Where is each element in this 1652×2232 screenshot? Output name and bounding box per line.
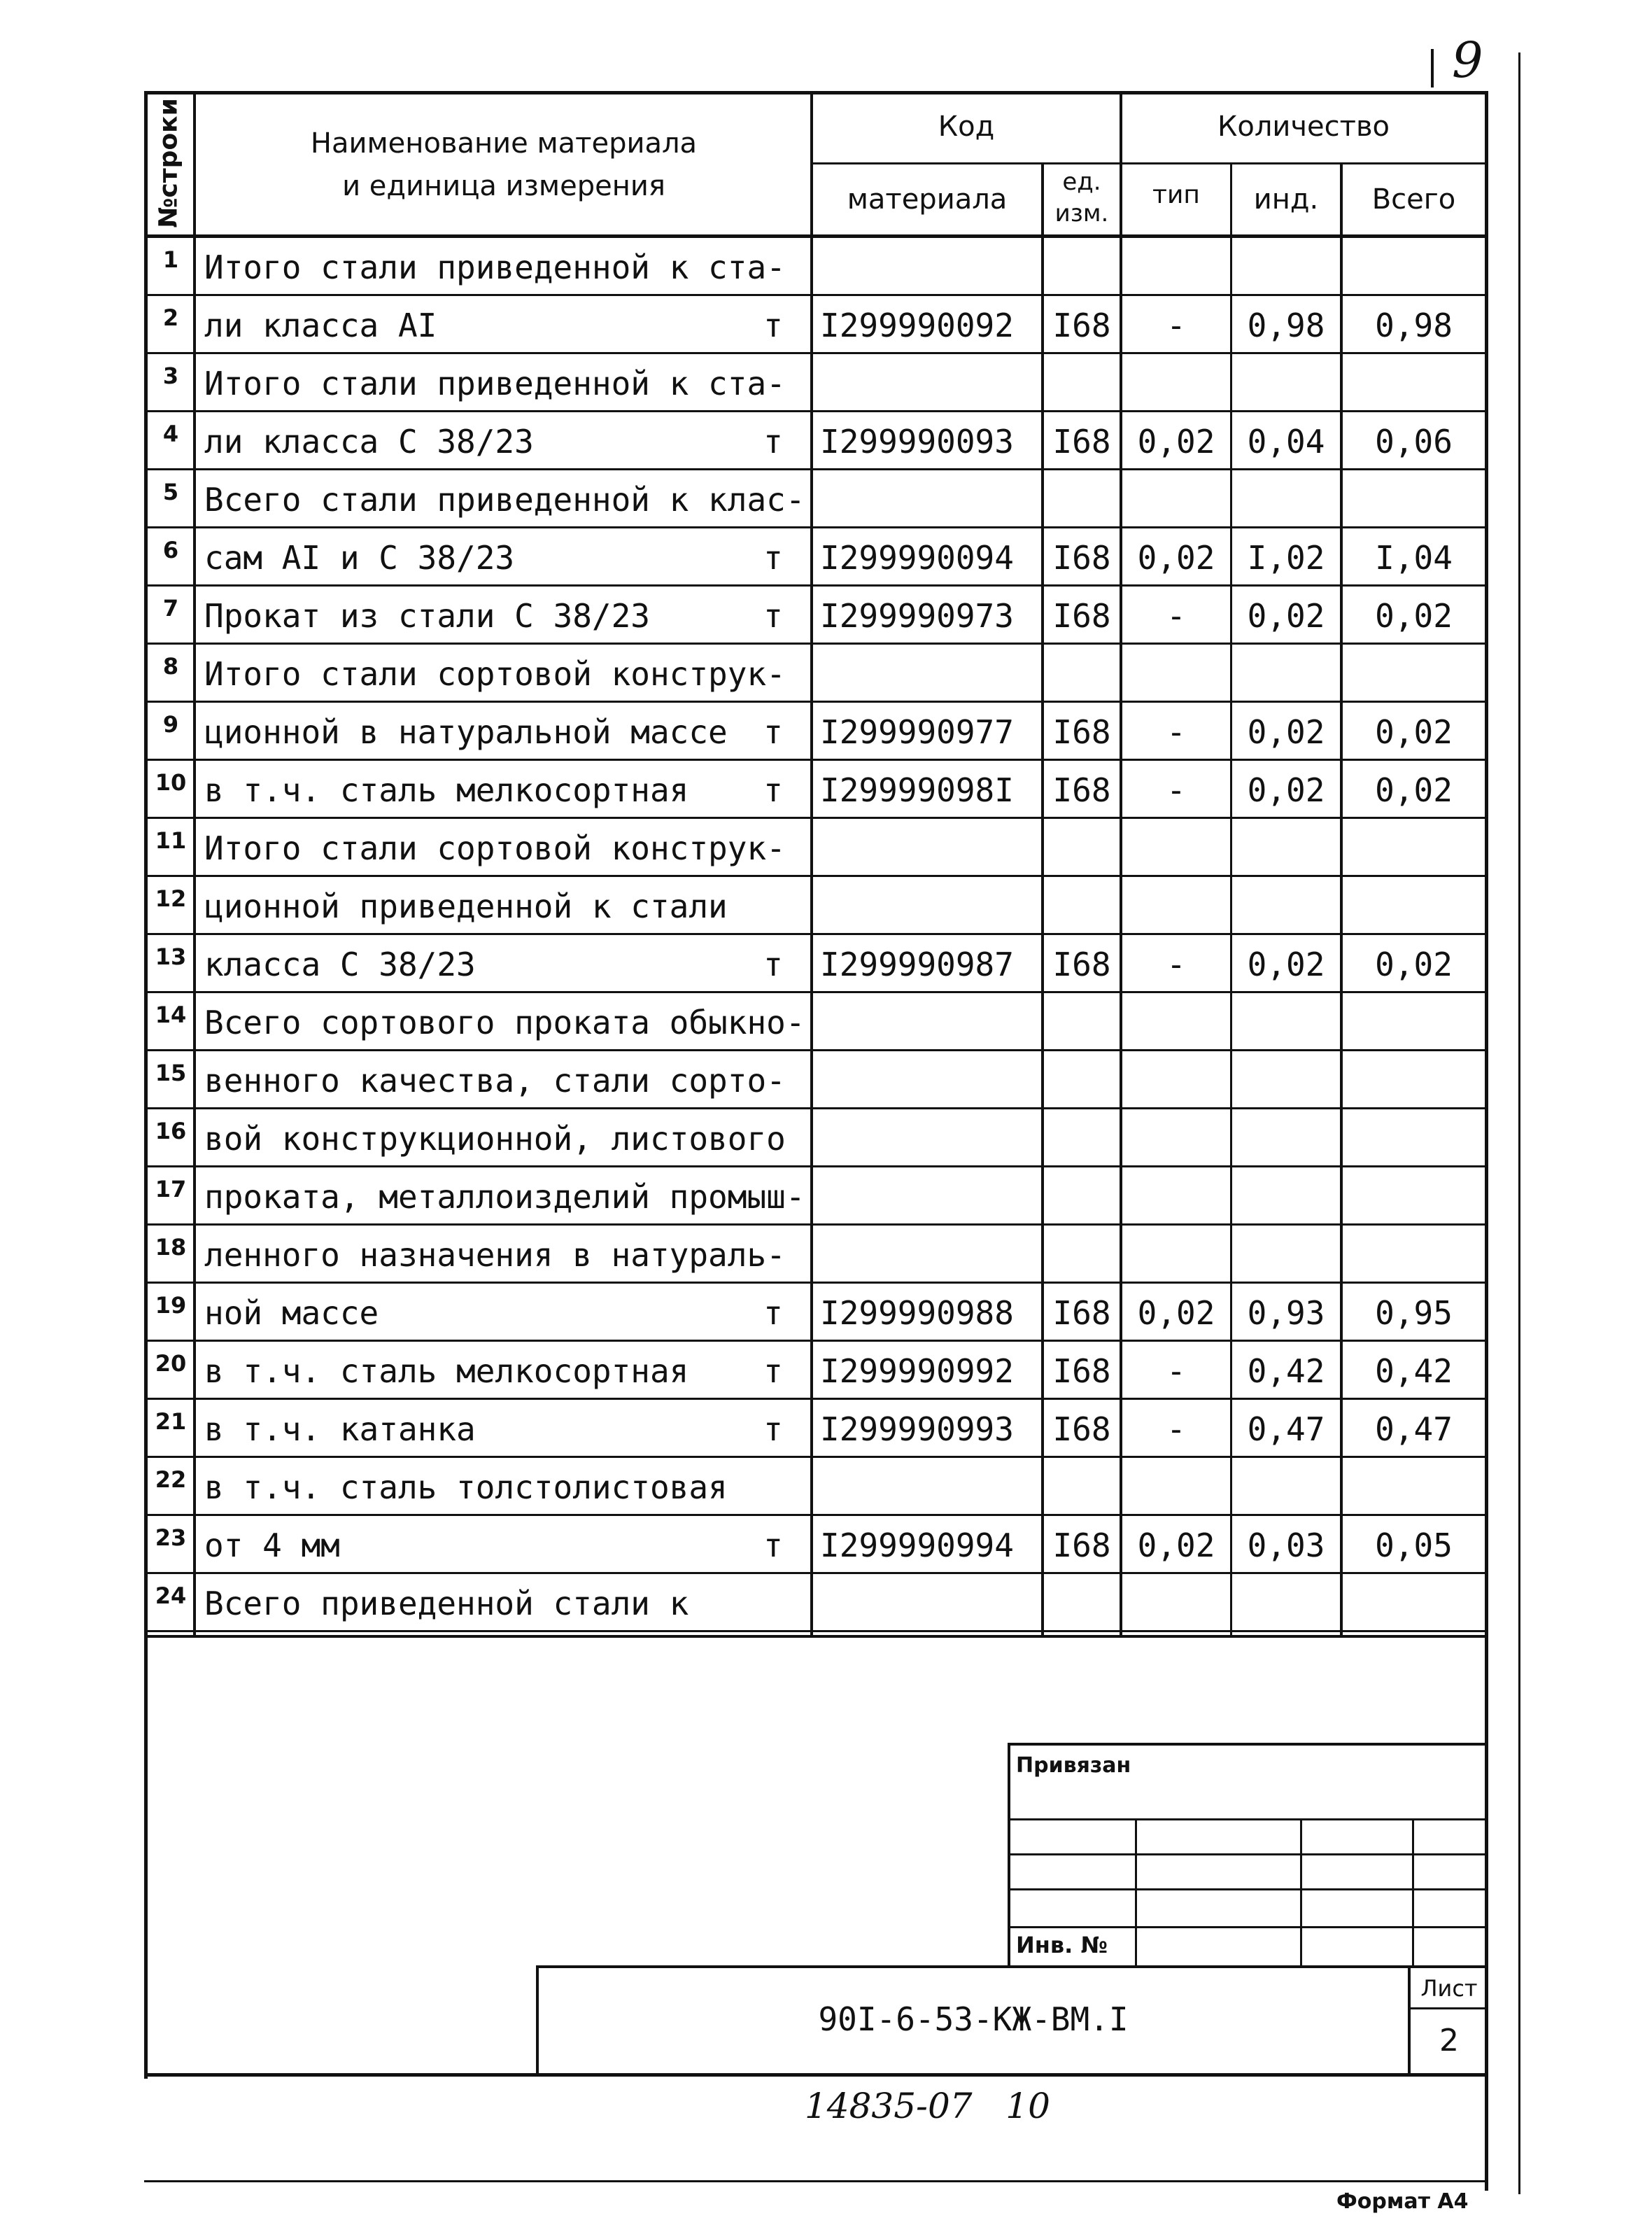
inventory-reference: 14835-07 10 [805, 2086, 1050, 2126]
unit-code: I68 [1052, 1410, 1111, 1448]
qty-ind: 0,02 [1247, 946, 1325, 983]
stamp-top [1008, 1743, 1488, 1746]
format-label: Формат А4 [1336, 2189, 1469, 2214]
row-divider [144, 759, 1488, 761]
row-number: 21 [155, 1408, 187, 1435]
row-number: 3 [162, 363, 179, 389]
material-name: ли класса С 38/23 [204, 423, 534, 461]
row-divider [144, 817, 1488, 819]
sheet-number: 2 [1439, 2023, 1459, 2058]
unit: т [763, 1352, 783, 1390]
material-name: Итого стали приведенной к ста- [204, 365, 786, 402]
material-code: I299990992 [820, 1352, 1014, 1390]
material-name: Всего стали приведенной к клас- [204, 481, 805, 519]
unit: т [763, 713, 783, 751]
row-divider [144, 584, 1488, 587]
row-number: 2 [162, 304, 179, 331]
qty-ind: I,02 [1247, 539, 1325, 577]
row-number: 10 [155, 769, 187, 796]
material-code: I299990993 [820, 1410, 1014, 1448]
unit-code: I68 [1052, 946, 1111, 983]
unit: т [763, 307, 783, 344]
stamp-h3 [1008, 1888, 1488, 1890]
row-number: 17 [155, 1176, 187, 1202]
material-name: в т.ч. сталь мелкосортная [204, 771, 689, 809]
row-number: 15 [155, 1060, 187, 1086]
row-number: 19 [155, 1292, 187, 1319]
material-name: ли класса AI [204, 307, 437, 344]
row-divider [144, 1630, 1488, 1632]
unit: т [763, 1526, 783, 1564]
row-number: 23 [155, 1524, 187, 1551]
unit-code: I68 [1052, 1294, 1111, 1332]
stamp-h4 [1008, 1926, 1488, 1928]
row-divider [144, 933, 1488, 935]
quantity-header: Количество [1217, 111, 1390, 143]
qty-total: 0,47 [1375, 1410, 1453, 1448]
qty-type: - [1166, 1352, 1186, 1390]
qty-total: I,04 [1375, 539, 1453, 577]
col-line-name [810, 91, 813, 1638]
inv-no-label: Инв. № [1016, 1932, 1108, 1958]
qty-total: 0,05 [1375, 1526, 1453, 1564]
code-unit-header-2: изм. [1054, 199, 1109, 227]
code-material-header: материала [847, 183, 1008, 216]
qty-type-header: тип [1152, 181, 1200, 209]
stamp-v1 [1135, 1818, 1137, 1967]
title-bottom [144, 2073, 1488, 2077]
unit: т [763, 771, 783, 809]
row-number: 24 [155, 1582, 187, 1609]
material-name: Всего сортового проката обыкно- [204, 1004, 805, 1041]
unit-code: I68 [1052, 1526, 1111, 1564]
qty-ind-header: инд. [1253, 183, 1319, 216]
row-number: 8 [162, 653, 179, 680]
header-bottom-line [144, 234, 1488, 238]
stamp-h2 [1008, 1853, 1488, 1855]
row-divider [144, 352, 1488, 354]
doc-code: 90I-6-53-КЖ-ВМ.I [818, 2000, 1129, 2038]
unit: т [763, 1294, 783, 1332]
row-number: 9 [162, 711, 179, 738]
privyazan-label: Привязан [1016, 1753, 1131, 1778]
qty-type: - [1166, 307, 1186, 344]
qty-type: - [1166, 597, 1186, 635]
row-number: 5 [162, 479, 179, 505]
material-name: венного качества, стали сорто- [204, 1062, 786, 1100]
material-code: I299990093 [820, 423, 1014, 461]
header-subline [810, 162, 1488, 164]
row-number: 6 [162, 537, 179, 563]
qty-total: 0,98 [1375, 307, 1453, 344]
material-name: проката, металлоизделий промыш- [204, 1178, 805, 1216]
col-line-right [1485, 91, 1488, 1638]
code-unit-header-1: ед. [1062, 168, 1101, 196]
material-code: I299990987 [820, 946, 1014, 983]
material-code: I299990994 [820, 1526, 1014, 1564]
material-name: ционной приведенной к стали [204, 887, 728, 925]
stamp-h1 [1008, 1818, 1488, 1820]
row-divider [144, 1572, 1488, 1574]
title-top [536, 1965, 1488, 1968]
qty-type: 0,02 [1137, 1526, 1215, 1564]
material-name: ной массе [204, 1294, 379, 1332]
name-header-line1: Наименование материала [310, 127, 698, 160]
unit-code: I68 [1052, 1352, 1111, 1390]
row-number: 4 [162, 421, 179, 447]
qty-total-header: Всего [1371, 183, 1456, 216]
material-code: I29999098I [820, 771, 1014, 809]
material-name: Итого стали сортовой конструк- [204, 655, 786, 693]
col-line-rowno [193, 91, 196, 1638]
qty-ind: 0,02 [1247, 597, 1325, 635]
unit: т [763, 539, 783, 577]
row-divider [144, 1223, 1488, 1226]
row-divider [144, 991, 1488, 993]
unit: т [763, 597, 783, 635]
row-number: 16 [155, 1118, 187, 1144]
row-number: 18 [155, 1234, 187, 1261]
row-number: 1 [162, 246, 179, 273]
row-divider [144, 701, 1488, 703]
table-top-border [144, 91, 1488, 94]
qty-total: 0,95 [1375, 1294, 1453, 1332]
material-name: в т.ч. сталь толстолистовая [204, 1468, 728, 1506]
material-name: от 4 мм [204, 1526, 340, 1564]
page-number-tick [1431, 49, 1434, 87]
frame-right-outer [1518, 52, 1520, 2194]
qty-ind: 0,02 [1247, 713, 1325, 751]
qty-ind: 0,04 [1247, 423, 1325, 461]
unit-code: I68 [1052, 597, 1111, 635]
qty-ind: 0,47 [1247, 1410, 1325, 1448]
material-name: ленного назначения в натураль- [204, 1236, 786, 1274]
qty-type: - [1166, 946, 1186, 983]
row-divider [144, 1165, 1488, 1167]
page-number: 9 [1452, 31, 1483, 89]
unit-code: I68 [1052, 539, 1111, 577]
material-name: Итого стали приведенной к ста- [204, 248, 786, 286]
material-name: Всего приведенной стали к [204, 1585, 689, 1622]
row-number: 14 [155, 1002, 187, 1028]
row-number-header: №строки [154, 97, 183, 228]
unit-code: I68 [1052, 423, 1111, 461]
material-name: ционной в натуральной массе [204, 713, 728, 751]
row-divider [144, 1282, 1488, 1284]
stamp-v3 [1412, 1818, 1414, 1967]
table-bottom-line [144, 1635, 1488, 1638]
stamp-v2 [1300, 1818, 1302, 1967]
sheet-box-mid [1408, 2007, 1488, 2009]
sheet-label: Лист [1420, 1975, 1478, 2002]
row-divider [144, 1340, 1488, 1342]
row-divider [144, 1514, 1488, 1516]
row-number: 13 [155, 943, 187, 970]
row-number: 22 [155, 1466, 187, 1493]
row-divider [144, 1107, 1488, 1109]
qty-type: - [1166, 1410, 1186, 1448]
row-divider [144, 468, 1488, 470]
qty-ind: 0,02 [1247, 771, 1325, 809]
qty-ind: 0,98 [1247, 307, 1325, 344]
qty-type: 0,02 [1137, 423, 1215, 461]
row-divider [144, 1456, 1488, 1458]
material-name: в т.ч. сталь мелкосортная [204, 1352, 689, 1390]
qty-total: 0,02 [1375, 946, 1453, 983]
unit: т [763, 423, 783, 461]
qty-ind: 0,03 [1247, 1526, 1325, 1564]
material-code: I299990092 [820, 307, 1014, 344]
code-header: Код [938, 111, 995, 143]
material-name: вой конструкционной, листового [204, 1120, 786, 1158]
material-name: Итого стали сортовой конструк- [204, 829, 786, 867]
qty-type: - [1166, 713, 1186, 751]
qty-total: 0,02 [1375, 713, 1453, 751]
qty-total: 0,02 [1375, 597, 1453, 635]
frame-left-border [144, 91, 148, 2079]
qty-total: 0,06 [1375, 423, 1453, 461]
qty-total: 0,02 [1375, 771, 1453, 809]
material-name: класса С 38/23 [204, 946, 476, 983]
unit-code: I68 [1052, 771, 1111, 809]
unit: т [763, 1410, 783, 1448]
qty-type: - [1166, 771, 1186, 809]
material-name: сам AI и С 38/23 [204, 539, 515, 577]
qty-total: 0,42 [1375, 1352, 1453, 1390]
row-divider [144, 410, 1488, 412]
qty-ind: 0,93 [1247, 1294, 1325, 1332]
qty-type: 0,02 [1137, 539, 1215, 577]
material-name: Прокат из стали С 38/23 [204, 597, 650, 635]
row-number: 11 [155, 827, 187, 854]
material-code: I299990988 [820, 1294, 1014, 1332]
row-number: 7 [162, 595, 179, 622]
row-divider [144, 875, 1488, 877]
unit-code: I68 [1052, 713, 1111, 751]
row-divider [144, 526, 1488, 528]
material-code: I299990973 [820, 597, 1014, 635]
row-divider [144, 643, 1488, 645]
row-number: 20 [155, 1350, 187, 1377]
row-divider [144, 1049, 1488, 1051]
qty-ind: 0,42 [1247, 1352, 1325, 1390]
material-code: I299990094 [820, 539, 1014, 577]
name-header-line2: и единица измерения [342, 170, 665, 202]
row-divider [144, 294, 1488, 296]
row-divider [144, 1398, 1488, 1400]
row-number: 12 [155, 885, 187, 912]
unit: т [763, 946, 783, 983]
material-name: в т.ч. катанка [204, 1410, 476, 1448]
unit-code: I68 [1052, 307, 1111, 344]
qty-type: 0,02 [1137, 1294, 1215, 1332]
bottom-rule [144, 2180, 1488, 2182]
material-code: I299990977 [820, 713, 1014, 751]
